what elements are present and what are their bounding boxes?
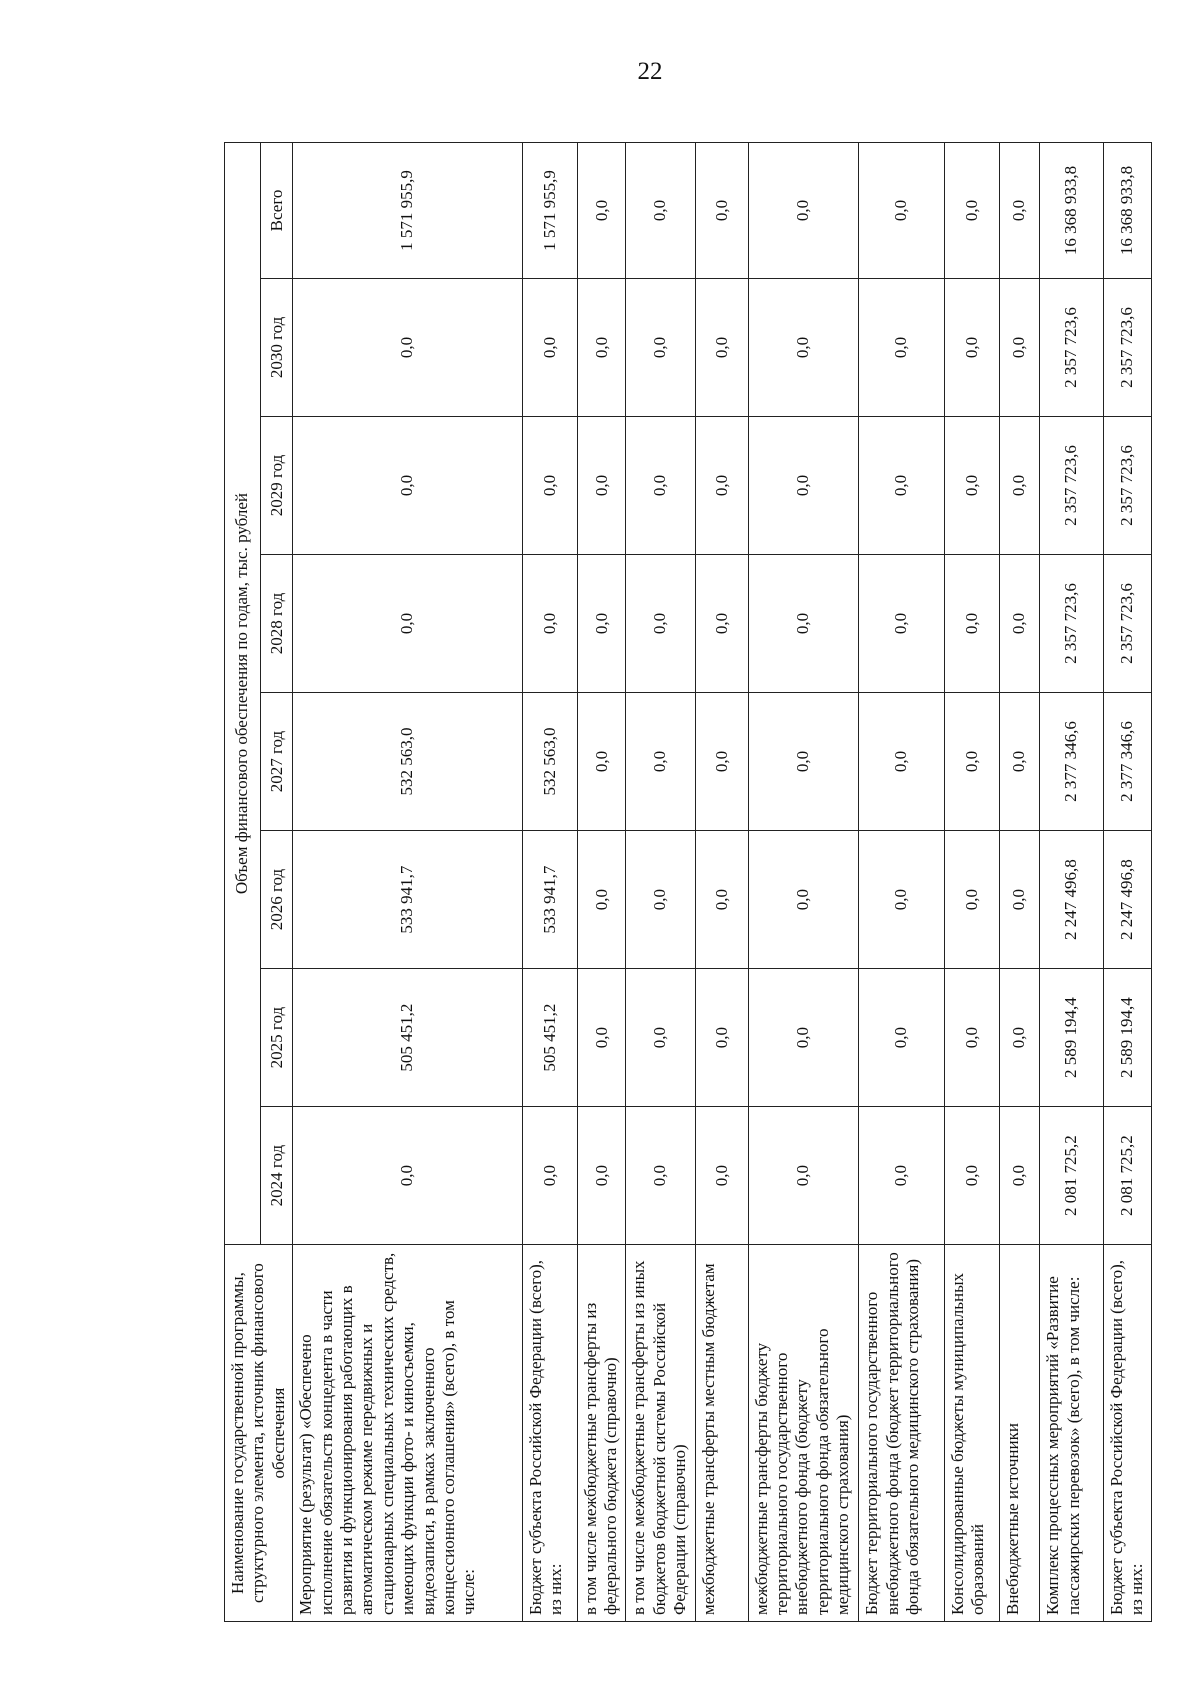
row-year-value: 532 563,0 [293, 693, 523, 831]
header-year: 2026 год [261, 831, 293, 969]
row-year-value: 533 941,7 [523, 831, 578, 969]
table-row [999, 143, 1040, 1622]
row-total-value: 16 368 933,8 [1103, 143, 1152, 279]
row-label: Бюджет субъекта Российской Федерации (всего), из них: [523, 1245, 578, 1622]
row-year-value: 2 247 496,8 [1103, 831, 1152, 969]
row-label: Мероприятие (результат) «Обеспечено исполнение обязательств концедента в части развития и функционирования работающих в автоматическом режиме передвижных и стационарных специальных технических средств, имеющих функции фото- и киносъемки, видеозаписи, в рамках заключенного концессионного соглашения» (всего), в том числе: [293, 1245, 523, 1622]
row-year-value: 0,0 [859, 831, 944, 969]
row-year-value: 2 589 194,4 [1103, 969, 1152, 1107]
table-row [748, 143, 859, 1622]
row-year-value: 0,0 [695, 278, 748, 416]
table-row [859, 143, 944, 1622]
row-year-value: 0,0 [695, 969, 748, 1107]
row-year-value: 0,0 [859, 969, 944, 1107]
row-year-value: 0,0 [293, 416, 523, 554]
row-year-value: 0,0 [999, 969, 1040, 1107]
row-year-value: 0,0 [748, 969, 859, 1107]
row-year-value: 2 247 496,8 [1040, 831, 1103, 969]
row-total-value: 0,0 [748, 143, 859, 279]
row-total-value: 16 368 933,8 [1040, 143, 1103, 279]
header-row-1 [225, 143, 261, 1622]
table-row [1040, 143, 1103, 1622]
row-year-value: 2 377 346,6 [1040, 693, 1103, 831]
row-year-value: 0,0 [626, 831, 695, 969]
row-year-value: 0,0 [999, 278, 1040, 416]
row-label: Бюджет территориального государственного внебюджетного фонда (бюджет территориального фонда обязательного медицинского страхования) [859, 1245, 944, 1622]
table-row [523, 143, 578, 1622]
table-row [695, 143, 748, 1622]
row-year-value: 0,0 [695, 554, 748, 692]
row-year-value: 2 081 725,2 [1103, 1107, 1152, 1245]
row-year-value: 0,0 [748, 554, 859, 692]
header-year: 2029 год [261, 416, 293, 554]
row-year-value: 2 589 194,4 [1040, 969, 1103, 1107]
row-total-value: 1 571 955,9 [523, 143, 578, 279]
header-year: 2024 год [261, 1107, 293, 1245]
row-year-value: 0,0 [523, 554, 578, 692]
row-year-value: 0,0 [626, 278, 695, 416]
row-total-value: 0,0 [695, 143, 748, 279]
row-year-value: 0,0 [999, 554, 1040, 692]
row-year-value: 0,0 [748, 416, 859, 554]
row-year-value: 0,0 [695, 416, 748, 554]
row-total-value: 0,0 [859, 143, 944, 279]
row-label: Внебюджетные источники [999, 1245, 1040, 1622]
row-year-value: 0,0 [626, 416, 695, 554]
row-year-value: 0,0 [577, 554, 626, 692]
row-year-value: 0,0 [577, 693, 626, 831]
row-year-value: 0,0 [999, 831, 1040, 969]
row-year-value: 0,0 [626, 693, 695, 831]
table-row [1103, 143, 1152, 1622]
row-year-value: 0,0 [748, 693, 859, 831]
row-year-value: 505 451,2 [523, 969, 578, 1107]
row-year-value: 533 941,7 [293, 831, 523, 969]
row-year-value: 0,0 [695, 1107, 748, 1245]
row-year-value: 0,0 [293, 1107, 523, 1245]
table-row [293, 143, 523, 1622]
row-year-value: 0,0 [748, 278, 859, 416]
row-year-value: 0,0 [748, 831, 859, 969]
row-year-value: 0,0 [577, 416, 626, 554]
row-year-value: 2 081 725,2 [1040, 1107, 1103, 1245]
row-total-value: 1 571 955,9 [293, 143, 523, 279]
table-row [626, 143, 695, 1622]
table-row [577, 143, 626, 1622]
row-label: Бюджет субъекта Российской Федерации (всего), из них: [1103, 1245, 1152, 1622]
header-year: 2028 год [261, 554, 293, 692]
header-year: 2025 год [261, 969, 293, 1107]
financing-table [224, 142, 1152, 1622]
row-year-value: 0,0 [626, 1107, 695, 1245]
row-year-value: 0,0 [859, 1107, 944, 1245]
row-total-value: 0,0 [944, 143, 999, 279]
header-year: 2027 год [261, 693, 293, 831]
row-label: межбюджетные трансферты бюджету территориального государственного внебюджетного фонда (бюджету территориального фонда обязательного медицинского страхования) [748, 1245, 859, 1622]
row-year-value: 0,0 [859, 416, 944, 554]
row-year-value: 0,0 [695, 693, 748, 831]
row-year-value: 0,0 [944, 554, 999, 692]
row-year-value: 0,0 [695, 831, 748, 969]
row-year-value: 0,0 [626, 969, 695, 1107]
page-number: 22 [637, 58, 663, 85]
row-year-value: 0,0 [859, 693, 944, 831]
rotated-table-container [224, 142, 1144, 1622]
row-year-value: 0,0 [523, 278, 578, 416]
row-label: Комплекс процессных мероприятий «Развитие пассажирских перевозок» (всего), в том числе: [1040, 1245, 1103, 1622]
row-year-value: 0,0 [748, 1107, 859, 1245]
row-year-value: 532 563,0 [523, 693, 578, 831]
row-year-value: 0,0 [859, 278, 944, 416]
row-year-value: 2 357 723,6 [1103, 278, 1152, 416]
row-year-value: 0,0 [577, 969, 626, 1107]
row-year-value: 0,0 [944, 693, 999, 831]
row-year-value: 0,0 [944, 416, 999, 554]
row-year-value: 2 357 723,6 [1040, 554, 1103, 692]
row-year-value: 0,0 [999, 693, 1040, 831]
row-year-value: 0,0 [293, 554, 523, 692]
header-group-title: Объем финансового обеспечения по годам, тыс. рублей [225, 143, 261, 1245]
row-year-value: 0,0 [577, 1107, 626, 1245]
row-total-value: 0,0 [626, 143, 695, 279]
row-year-value: 0,0 [999, 416, 1040, 554]
row-year-value: 0,0 [293, 278, 523, 416]
row-label: Консолидированные бюджеты муниципальных образований [944, 1245, 999, 1622]
row-year-value: 505 451,2 [293, 969, 523, 1107]
header-year: 2030 год [261, 278, 293, 416]
row-year-value: 2 377 346,6 [1103, 693, 1152, 831]
row-year-value: 0,0 [859, 554, 944, 692]
row-year-value: 0,0 [944, 278, 999, 416]
row-year-value: 2 357 723,6 [1103, 554, 1152, 692]
row-year-value: 0,0 [577, 831, 626, 969]
row-year-value: 0,0 [523, 416, 578, 554]
table-row [944, 143, 999, 1622]
row-year-value: 0,0 [944, 1107, 999, 1245]
header-name-column: Наименование государственной программы, структурного элемента, источник финансового обеспечения [225, 1245, 293, 1622]
row-year-value: 0,0 [523, 1107, 578, 1245]
row-total-value: 0,0 [999, 143, 1040, 279]
row-label: в том числе межбюджетные трансферты из федерального бюджета (справочно) [577, 1245, 626, 1622]
row-year-value: 2 357 723,6 [1040, 278, 1103, 416]
row-year-value: 0,0 [944, 831, 999, 969]
row-total-value: 0,0 [577, 143, 626, 279]
row-label: в том числе межбюджетные трансферты из иных бюджетов бюджетной системы Российской Федерации (справочно) [626, 1245, 695, 1622]
row-year-value: 0,0 [626, 554, 695, 692]
row-year-value: 2 357 723,6 [1040, 416, 1103, 554]
row-year-value: 0,0 [944, 969, 999, 1107]
row-year-value: 0,0 [999, 1107, 1040, 1245]
row-year-value: 2 357 723,6 [1103, 416, 1152, 554]
row-label: межбюджетные трансферты местным бюджетам [695, 1245, 748, 1622]
row-year-value: 0,0 [577, 278, 626, 416]
header-total: Всего [261, 143, 293, 279]
